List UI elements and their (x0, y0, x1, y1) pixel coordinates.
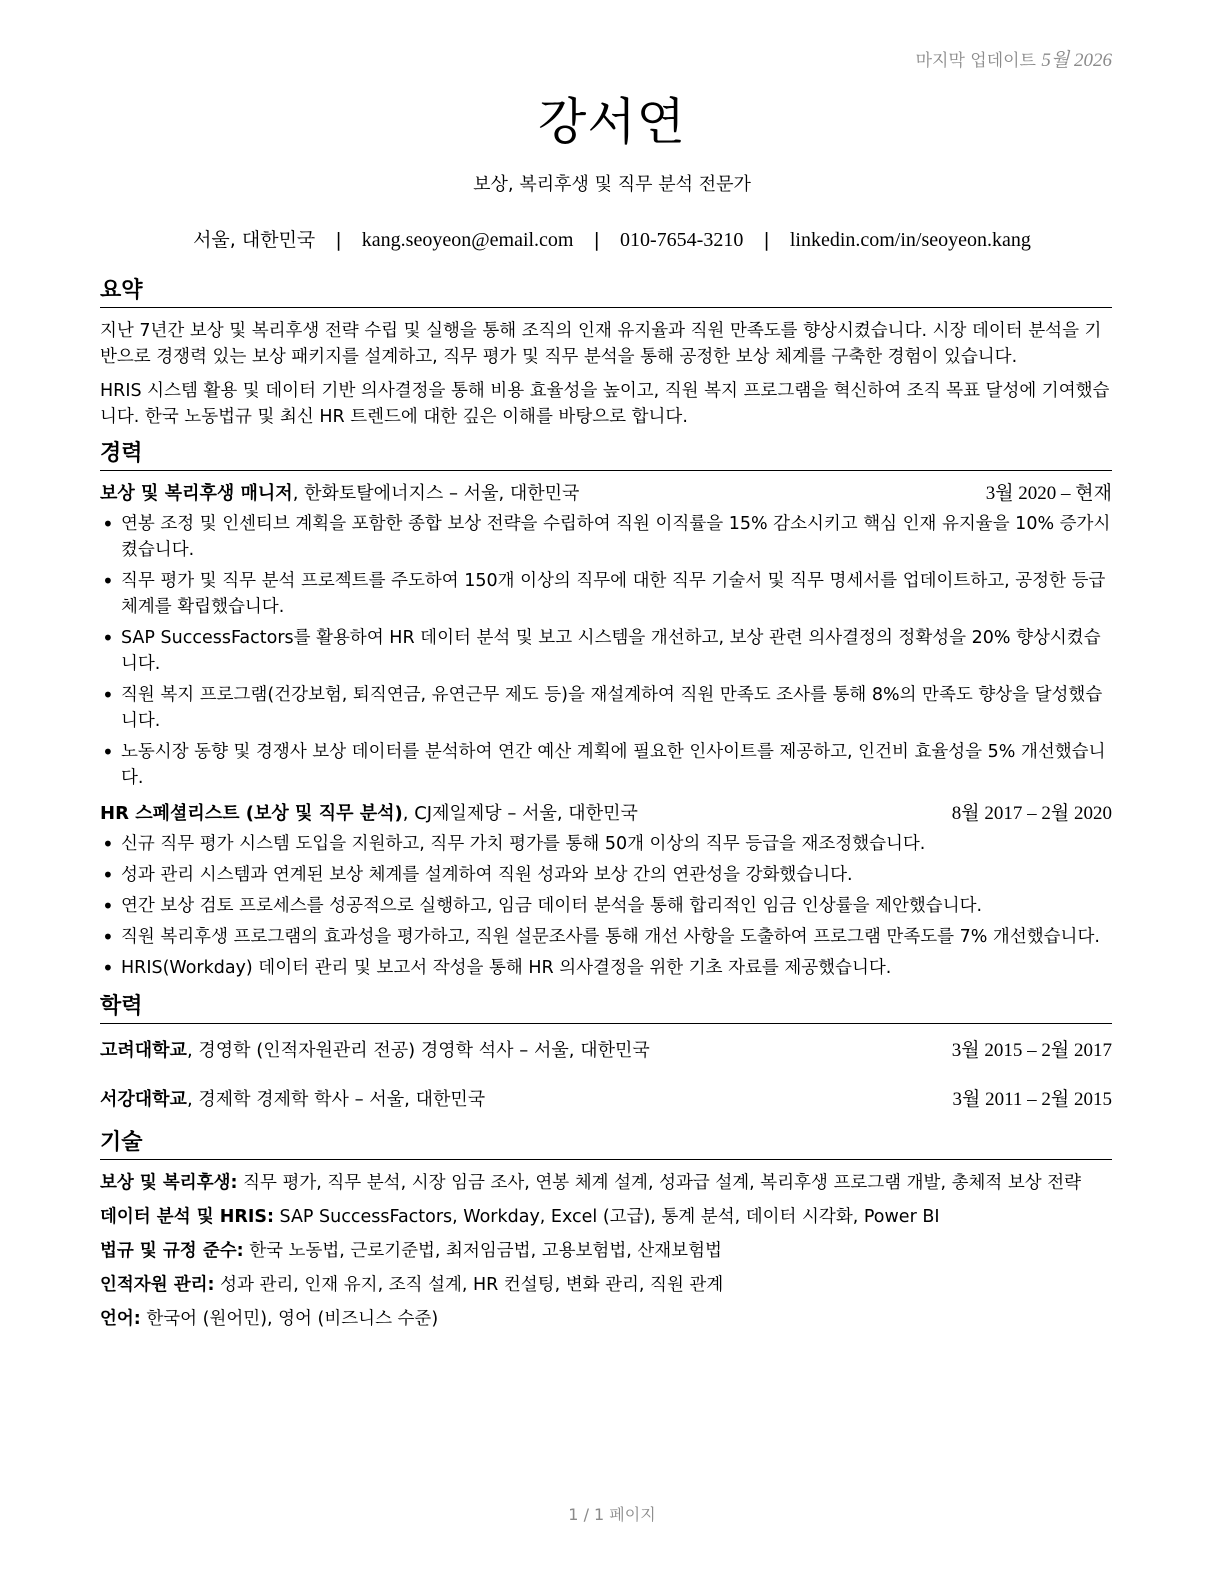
skill-item (100, 1204, 1112, 1230)
bullet-item: • 직무 평가 및 직무 분석 프로젝트를 주도하여 150개 이상의 직무에 대한 직무 기술서 및 직무 명세서를 업데이트하고, 공정한 등급 체계를 확립했습니다. (100, 568, 1112, 620)
skill-label: 보상 및 복리후생: (100, 1173, 238, 1193)
skill-item (100, 1238, 1112, 1264)
summary-paragraph: HRIS 시스템 활용 및 데이터 기반 의사결정을 통해 비용 효율성을 높이고, 직원 복지 프로그램을 혁신하여 조직 목표 달성에 기여했습니다. 한국 노동법규 및 최신 HR 트렌드에 대한 깊은 이해를 바탕으로 합니다. (100, 381, 1110, 427)
last-updated-date: 5월 2026 (1041, 50, 1112, 71)
degree-detail: , 경제학 경제학 학사 – 서울, 대한민국 (186, 1089, 486, 1110)
contact-phone: 010-7654-3210 (620, 229, 744, 251)
education-section (100, 993, 1112, 1113)
school-name: 서강대학교 (100, 1089, 187, 1110)
candidate-title: 보상, 복리후생 및 직무 분석 전문가 (473, 174, 751, 195)
skill-text: 성과 관리, 인재 유지, 조직 설계, HR 컨설팅, 변화 관리, 직원 관계 (214, 1275, 724, 1295)
education-dates: 3월 2015 – 2월 2017 (951, 1040, 1112, 1061)
skill-item (100, 1306, 1112, 1332)
bullet-item: • 신규 직무 평가 시스템 도입을 지원하고, 직무 가치 평가를 통해 50개 이상의 직무 등급을 재조정했습니다. (100, 831, 1112, 857)
contact-linkedin[interactable]: linkedin.com/in/seoyeon.kang (789, 229, 1031, 251)
skill-text: 한국 노동법, 근로기준법, 최저임금법, 고용보험법, 산재보험법 (243, 1241, 722, 1261)
experience-section (100, 440, 1112, 981)
page-number: 1 / 1 페이지 (568, 1505, 656, 1524)
bullet-item: • 연봉 조정 및 인센티브 계획을 포함한 종합 보상 전략을 수립하여 직원 이직률을 15% 감소시키고 핵심 인재 유지율을 10% 증가시켰습니다. (100, 511, 1112, 563)
job-entry (100, 801, 1112, 981)
section-heading-education: 학력 (100, 993, 1112, 1024)
job-entry (100, 481, 1112, 791)
skill-label: 데이터 분석 및 HRIS: (100, 1207, 274, 1227)
section-heading-skills: 기술 (100, 1129, 1112, 1160)
section-heading-experience: 경력 (100, 440, 1112, 471)
job-bullets (100, 511, 1112, 791)
bullet-item: • 성과 관리 시스템과 연계된 보상 체계를 설계하여 직원 성과와 보상 간의 연관성을 강화했습니다. (100, 862, 1112, 888)
education-entry (100, 1038, 1112, 1064)
job-org: , 한화토탈에너지스 – 서울, 대한민국 (292, 483, 580, 504)
summary-paragraph: 지난 7년간 보상 및 복리후생 전략 수립 및 실행을 통해 조직의 인재 유지율과 직원 만족도를 향상시켰습니다. 시장 데이터 분석을 기반으로 경쟁력 있는 보상 패키지를 설계하고, 직무 평가 및 직무 분석을 통해 공정한 보상 체계를 구축한 경험이 있습니다. (100, 321, 1102, 367)
job-dates: 8월 2017 – 2월 2020 (951, 803, 1112, 824)
job-title: 보상 및 복리후생 매니저 (100, 483, 293, 504)
contact-line (0, 225, 1224, 252)
contact-separator: | (763, 229, 770, 251)
skill-item (100, 1170, 1112, 1196)
skill-text: 한국어 (원어민), 영어 (비즈니스 수준) (140, 1309, 439, 1329)
bullet-item: • HRIS(Workday) 데이터 관리 및 보고서 작성을 통해 HR 의사결정을 위한 기초 자료를 제공했습니다. (100, 955, 1112, 981)
contact-location: 서울, 대한민국 (193, 229, 316, 251)
job-title: HR 스페셜리스트 (보상 및 직무 분석) (100, 803, 403, 824)
contact-separator: | (335, 229, 342, 251)
skill-text: SAP SuccessFactors, Workday, Excel (고급), 통계 분석, 데이터 시각화, Power BI (273, 1207, 940, 1227)
skill-label: 인적자원 관리: (100, 1275, 215, 1295)
skill-text: 직무 평가, 직무 분석, 시장 임금 조사, 연봉 체계 설계, 성과급 설계, 복리후생 프로그램 개발, 총체적 보상 전략 (237, 1173, 1082, 1193)
summary-section (100, 277, 1112, 430)
candidate-name: 강서연 (538, 93, 686, 151)
job-header (100, 801, 1112, 827)
contact-separator: | (593, 229, 600, 251)
last-updated-label: 마지막 업데이트 (915, 51, 1042, 71)
skills-section (100, 1129, 1112, 1332)
job-bullets (100, 831, 1112, 981)
bullet-item: • 연간 보상 검토 프로세스를 성공적으로 실행하고, 임금 데이터 분석을 통해 합리적인 임금 인상률을 제안했습니다. (100, 893, 1112, 919)
bullet-item: • 노동시장 동향 및 경쟁사 보상 데이터를 분석하여 연간 예산 계획에 필요한 인사이트를 제공하고, 인건비 효율성을 5% 개선했습니다. (100, 739, 1112, 791)
skill-label: 법규 및 규정 준수: (100, 1241, 244, 1261)
job-org: , CJ제일제당 – 서울, 대한민국 (402, 803, 638, 824)
bullet-item: • SAP SuccessFactors를 활용하여 HR 데이터 분석 및 보고 시스템을 개선하고, 보상 관련 의사결정의 정확성을 20% 향상시켰습니다. (100, 625, 1112, 677)
last-updated (916, 45, 1112, 72)
education-entry (100, 1087, 1112, 1113)
school-name: 고려대학교 (100, 1040, 187, 1061)
job-header (100, 481, 1112, 507)
skill-item (100, 1272, 1112, 1298)
contact-email[interactable]: kang.seoyeon@email.com (361, 229, 574, 251)
bullet-item: • 직원 복지 프로그램(건강보험, 퇴직연금, 유연근무 제도 등)을 재설계하여 직원 만족도 조사를 통해 8%의 만족도 향상을 달성했습니다. (100, 682, 1112, 734)
job-dates: 3월 2020 – 현재 (985, 483, 1112, 504)
degree-detail: , 경영학 (인적자원관리 전공) 경영학 석사 – 서울, 대한민국 (186, 1040, 650, 1061)
resume-content (100, 277, 1112, 1340)
skill-label: 언어: (100, 1309, 141, 1329)
bullet-item: • 직원 복리후생 프로그램의 효과성을 평가하고, 직원 설문조사를 통해 개선 사항을 도출하여 프로그램 만족도를 7% 개선했습니다. (100, 924, 1112, 950)
education-dates: 3월 2011 – 2월 2015 (952, 1089, 1112, 1110)
section-heading-summary: 요약 (100, 277, 1112, 308)
